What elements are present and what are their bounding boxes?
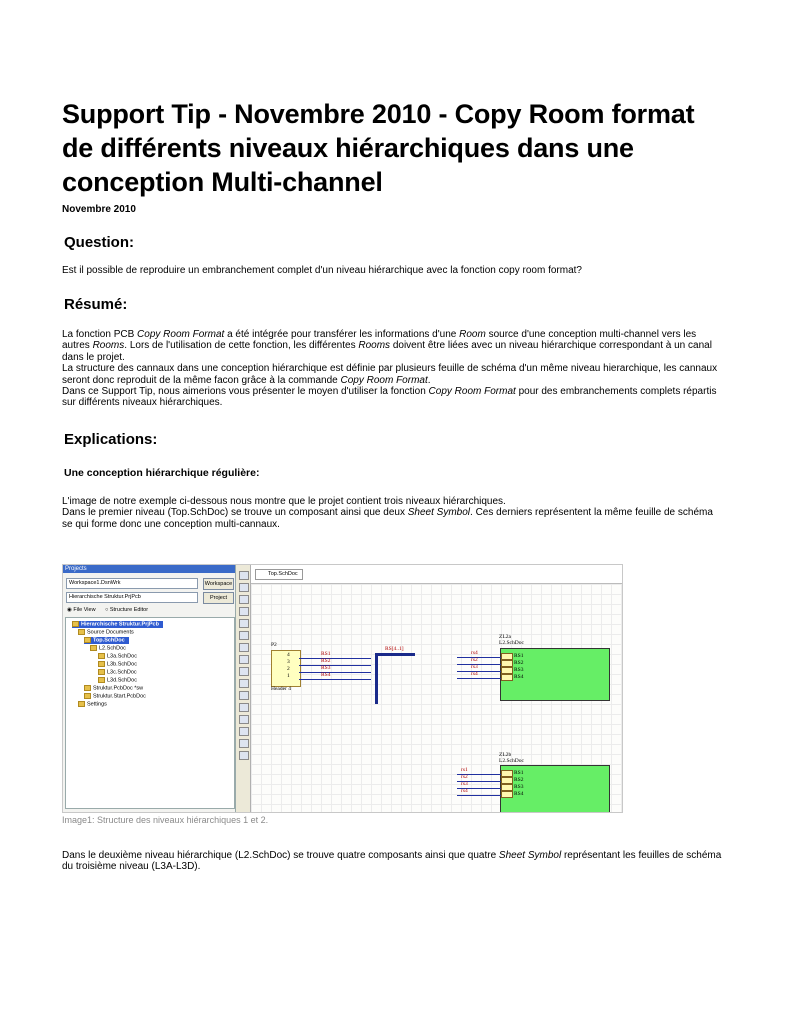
toolbar-icon[interactable] [239, 751, 249, 760]
net-wire [299, 665, 371, 666]
toolbar-icon[interactable] [239, 691, 249, 700]
net-label: rs4 [471, 671, 478, 677]
sheet-entry [501, 653, 513, 660]
sheet-entry-label: RS2 [514, 660, 524, 666]
toolbar-icon[interactable] [239, 583, 249, 592]
tree-item[interactable]: Hierarchische Struktur.PrjPcb [72, 621, 163, 628]
net-label: rs3 [461, 781, 468, 787]
net-label: rs4 [461, 788, 468, 794]
tree-item[interactable]: Struktur.PcbDoc *sw [84, 685, 143, 692]
sheet-entry [501, 770, 513, 777]
tree-item[interactable]: L3d.SchDoc [98, 677, 137, 684]
tree-item[interactable]: L3a.SchDoc [98, 653, 137, 660]
sheet-symbol-file: L2.SchDoc [499, 758, 524, 764]
net-label: RS4 [321, 672, 331, 678]
sheet-entry-label: RS1 [514, 770, 524, 776]
bus-label: RS[4..1] [385, 646, 404, 652]
net-label: rs3 [471, 664, 478, 670]
projects-panel [63, 565, 236, 812]
tree-item[interactable]: Source Documents [78, 629, 134, 636]
net-wire [457, 671, 501, 672]
resume-paragraph: La fonction PCB Copy Room Format a été intégrée pour transférer les informations d'une Room source d'une conception multi-channel vers les autres Rooms. Lors de l'utilisation de cette fonction, les différentes Rooms doivent être liées avec un niveau hiérarchique correspondant à un canal dans le projet. La structure des cannaux dans une conception hiérarchique est définie par plusieurs feuille de schéma d'un même niveau hierarchique, les cannaux seront donc reproduit de la même facon grâce à la commande Copy Room Format. Dans ce Support Tip, nous aimerions vous présenter le moyen d'utiliser la fonction Copy Room Format pour des embranchements complets répartis sur différents niveaux hiérarchiques. [62, 329, 718, 409]
sheet-symbol-ref: ZL2a [499, 634, 511, 640]
net-wire [457, 657, 501, 658]
sheet-entry [501, 667, 513, 674]
net-wire [299, 679, 371, 680]
toolbar-icon[interactable] [239, 607, 249, 616]
sheet-entry-label: RS3 [514, 784, 524, 790]
toolbar-icon[interactable] [239, 667, 249, 676]
figure-caption: Image1: Structure des niveaux hiérarchiques 1 et 2. [62, 815, 269, 825]
sheet-entry [501, 791, 513, 798]
toolbar-icon[interactable] [239, 727, 249, 736]
explications-paragraph-1: L'image de notre exemple ci-dessous nous montre que le projet contient trois niveaux hiérarchiques. Dans le premier niveau (Top.SchDoc) se trouve un composant ainsi que deux Sheet Symbol. Ces derniers représentent la même feuille de schéma se qui forme donc une conception multi-cannaux. [62, 496, 713, 530]
subheading-regular-hierarchy: Une conception hiérarchique régulière: [64, 467, 260, 479]
net-label: RS1 [321, 651, 331, 657]
toolbar-icon[interactable] [239, 739, 249, 748]
explications-heading: Explications: [64, 431, 158, 448]
bus-line [375, 654, 378, 704]
publication-date: Novembre 2010 [62, 204, 136, 215]
net-label: RS3 [321, 665, 331, 671]
net-wire [457, 795, 501, 796]
tree-item[interactable]: L3b.SchDoc [98, 661, 137, 668]
sheet-entry [501, 674, 513, 681]
sheet-entry-label: RS3 [514, 667, 524, 673]
question-heading: Question: [64, 234, 134, 251]
sheet-entry-label: RS2 [514, 777, 524, 783]
header-pin: 2 [287, 666, 290, 672]
project-field[interactable]: Hierarchische Struktur.PrjPcb [66, 592, 198, 603]
project-tree [65, 617, 235, 809]
sheet-entry-label: RS4 [514, 791, 524, 797]
toolbar-icon[interactable] [239, 571, 249, 580]
toolbar-icon[interactable] [239, 703, 249, 712]
tab-top-schdoc[interactable]: Top.SchDoc [255, 569, 303, 580]
net-label: RS2 [321, 658, 331, 664]
header-pin: 1 [287, 673, 290, 679]
toolbar-icon[interactable] [239, 715, 249, 724]
toolbar-icon[interactable] [239, 595, 249, 604]
header-ref: P2 [271, 642, 277, 648]
sheet-entry-label: RS1 [514, 653, 524, 659]
tree-item[interactable]: Settings [78, 701, 107, 708]
sheet-symbol-ref: ZL2b [499, 752, 512, 758]
net-label: rs2 [471, 657, 478, 663]
toolbar-icon[interactable] [239, 643, 249, 652]
tree-item[interactable]: L3c.SchDoc [98, 669, 137, 676]
resume-heading: Résumé: [64, 296, 128, 313]
bus-line [375, 653, 415, 656]
toolbar-icon[interactable] [239, 619, 249, 628]
tree-item[interactable]: Top.SchDoc [84, 637, 129, 644]
header-pin: 4 [287, 652, 290, 658]
net-wire [299, 658, 371, 659]
sheet-symbol-file: L2.SchDoc [499, 640, 524, 646]
net-wire [457, 678, 501, 679]
page-title: Support Tip - Novembre 2010 - Copy Room format de différents niveaux hiérarchiques dans une conception Multi-channel [62, 99, 695, 197]
workspace-button[interactable]: Workspace [203, 578, 234, 590]
header-name: Header 4 [271, 686, 292, 692]
net-label: rs1 [461, 767, 468, 773]
net-wire [457, 664, 501, 665]
toolbar-icon[interactable] [239, 655, 249, 664]
toolbar-icon[interactable] [239, 631, 249, 640]
toolbar-icon[interactable] [239, 679, 249, 688]
vertical-toolbar [236, 565, 251, 812]
net-label: rs2 [461, 774, 468, 780]
net-wire [299, 672, 371, 673]
tree-item[interactable]: Struktur.Start.PcbDoc [84, 693, 146, 700]
figure-screenshot [62, 564, 623, 813]
header-component[interactable] [271, 650, 301, 687]
tree-item[interactable]: L2.SchDoc [90, 645, 126, 652]
sheet-entry [501, 777, 513, 784]
header-pin: 3 [287, 659, 290, 665]
sheet-entry [501, 784, 513, 791]
file-view-radio[interactable]: ◉ File View [67, 607, 96, 613]
projects-panel-title: Projects [63, 565, 235, 573]
schematic-sheet [251, 583, 622, 813]
net-label: rs4 [471, 650, 478, 656]
sheet-entry [501, 660, 513, 667]
structure-editor-radio[interactable]: ○ Structure Editor [105, 607, 149, 613]
project-button[interactable]: Project [203, 592, 234, 604]
explications-paragraph-2: Dans le deuxième niveau hiérarchique (L2.SchDoc) se trouve quatre composants ainsi que quatre Sheet Symbol représentant les feuilles de schéma du troisième niveau (L3A-L3D). [62, 850, 722, 873]
workspace-select[interactable]: Workspace1.DsnWrk [66, 578, 198, 589]
sheet-entry-label: RS4 [514, 674, 524, 680]
question-text: Est il possible de reproduire un embranchement complet d'un niveau hiérarchique avec la fonction copy room format? [62, 265, 582, 276]
